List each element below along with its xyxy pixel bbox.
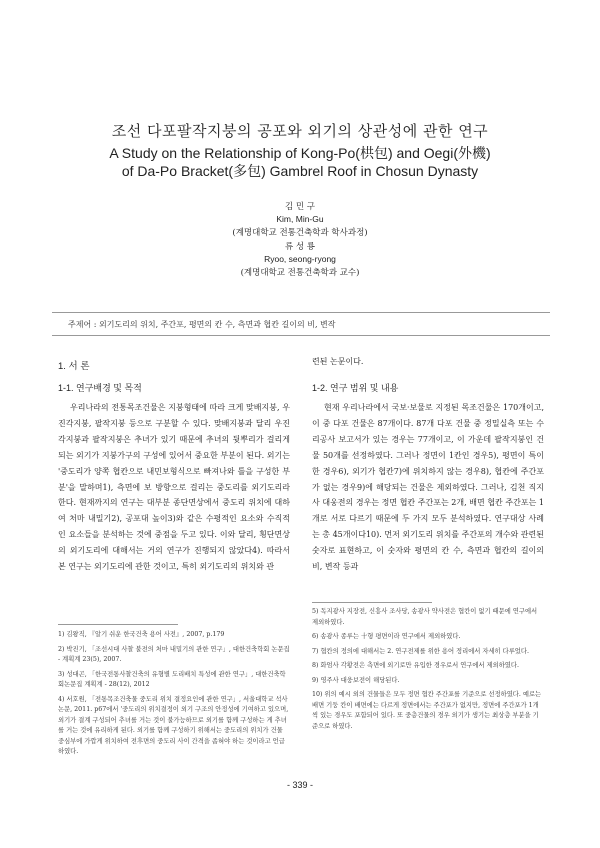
section-1-1-heading: 1-1. 연구배경 및 목적 — [58, 383, 142, 393]
right-footnotes — [312, 607, 544, 767]
footnote-7: 7) 협칸의 정의에 대해서는 2. 연구전제를 위한 용어 정리에서 자세히 다루었다. — [312, 647, 529, 655]
left-footnotes — [58, 630, 290, 770]
footnote-5: 5) 독지광사 지장전, 신흥사 조사당, 송광사 약사전은 협칸이 없기 때문에 연구에서 제외하였다. — [312, 608, 538, 626]
footnote-1: 1) 김왕직, 『알기 쉬운 한국건축 용어 사전』, 2007, p.179 — [58, 631, 225, 638]
footnote-3: 3) 성대곤, 「한국전통사찰건축의 유형별 도리배치 특성에 관한 연구」, 대한건축학회논문집 계획계 - 28(12), 2012 — [58, 670, 286, 688]
author-1-affiliation: (계명대학교 전통건축학과 학사과정) — [232, 228, 368, 238]
page-number: - 339 - — [286, 780, 313, 790]
right-paragraph: 현재 우리나라에서 국보·보물로 지정된 목조건물은 170개이고, 이 중 다포 건물은 87개이다. 87개 다포 건물 중 정밀실측 또는 수리공사 보고서가 있는 경우는 77개이고, 이 가운데 팔작지붕인 건물 50개를 선정하였다. 그러나 정면이 1칸인 경우5), 평면이 특이한 경우6), 외기가 협칸7)에 위치하지 않는 경우8), 협칸에 주간포가 없는 경우9)에 해당되는 건물은 제외하였다. 그러나, 김천 직지사 대웅전의 경우는 정면 협칸 주간포는 2개, 배면 협칸 주간포는 1개로 서로 다르기 때문에 두 가지 모두 분석하였다. 연구대상 사례는 총 45개이다10). 먼저 외기도리 위치를 주간포의 개수와 관련된 숫자로 표현하고, 이 숫자와 평면의 칸 수, 측면과 협칸의 길이의 비, 변작 등과 — [312, 403, 544, 572]
paper-title-english-line1: A Study on the Relationship of Kong-Po(栱包) and Oegi(外機) — [109, 145, 491, 161]
left-paragraph: 우리나라의 전통목조건물은 지붕형태에 따라 크게 맞배지붕, 우진각지붕, 팔작지붕 등으로 구분할 수 있다. 맞배지붕과 달리 우진각지붕과 팔작지붕은 추녀가 있기 때문에 추녀의 뒷뿌리가 걸리게 되는 외기가 지붕가구의 구성에 있어서 중요한 부분이 된다. 외기는 '중도리가 양쪽 협칸으로 내민보형식으로 빠져나와 틀을 구성한 부분'을 말하며1), 측면에 보 방향으로 걸리는 중도리를 외기도리라 한다. 현재까지의 연구는 대부분 종단면상에서 중도리 위치에 대하여 처마 내밀기2), 공포대 높이3)와 같은 수평적인 요소와 수직적인 요소들을 분석하는 것에 중점을 두고 있다. 이와 달리, 횡단면상의 외기도리에 대해서는 거의 연구가 진행되지 않았다4). 따라서 본 연구는 외기도리에 관한 것이고, 특히 외기도리의 위치와 관 — [58, 403, 290, 572]
footnote-2: 2) 박진기, 「조선시대 사찰 불전의 처마 내밀기의 관한 연구」, 대한건축학회 논문집 - 계획계 23(5), 2007. — [58, 645, 290, 663]
keywords: 주제어 : 외기도리의 위치, 주간포, 평면의 칸 수, 측면과 협칸 길이의 비, 변작 — [68, 320, 336, 329]
paper-title-english-line2: of Da-Po Bracket(多包) Gambrel Roof in Chosun Dynasty — [121, 163, 479, 179]
section-1-heading: 1. 서 론 — [58, 361, 90, 372]
author-2-name-en: Ryoo, seong-ryong — [264, 254, 336, 264]
author-2-affiliation: (계명대학교 전통건축학과 교수) — [240, 268, 360, 278]
footnote-6: 6) 송광사 종루는 十형 평면이라 연구에서 제외하였다. — [312, 633, 461, 640]
left-body-text — [58, 400, 290, 620]
footnote-9: 9) 영주사 대웅보전이 해당된다. — [312, 676, 400, 684]
footnote-8: 8) 화엄사 각황전은 측면에 외기로만 유입한 경우로서 연구에서 제외하였다. — [312, 662, 519, 669]
right-body-text — [312, 400, 544, 605]
footnote-4: 4) 서호원, 「전통목조건축물 중도리 위치 결정요인에 관한 연구」, 서울대학교 석사논문, 2011. p67에서 '중도리의 위치결정이 외기 구조의 안정성에 기여하고 있으며, 외기가 결계 구성되어 추녀를 거는 것이 불가능하므로 외기를 함께 구성하는 게 추녀를 거는 것에 유리하게 된다. 외기를 함께 구성하기 위해서는 중도리의 위치가 건물 중심부에 가깝게 위치하여 전후면의 중도리 사이 간격을 좁혀야 하는 것이라고 언급하였다. — [58, 695, 289, 755]
footnote-10: 10) 위의 예시 외의 건물들은 모두 정면 협칸 주간포를 기준으로 선정하였다. 예로는 배면 기둥 칸이 배면에는 다르게 정면에서는 주간포가 없지만, 정면에 주간포가 1개씩 있는 경우도 포함되어 있다. 또 중층건물의 경우 외기가 생기는 최상층 부분을 기준으로 하였다. — [312, 691, 542, 730]
author-1-name-en: Kim, Min-Gu — [276, 214, 324, 224]
author-2-name-ko: 류 성 룡 — [284, 242, 316, 252]
paper-title-korean: 조선 다포팔작지붕의 공포와 외기의 상관성에 관한 연구 — [111, 122, 489, 140]
section-1-2-heading: 1-2. 연구 범위 및 내용 — [312, 383, 399, 393]
right-footnote-rule — [312, 602, 432, 603]
right-continuation: 련된 논문이다. — [312, 357, 364, 366]
left-footnote-rule — [58, 624, 178, 625]
author-1-name-ko: 김 민 구 — [284, 202, 316, 212]
